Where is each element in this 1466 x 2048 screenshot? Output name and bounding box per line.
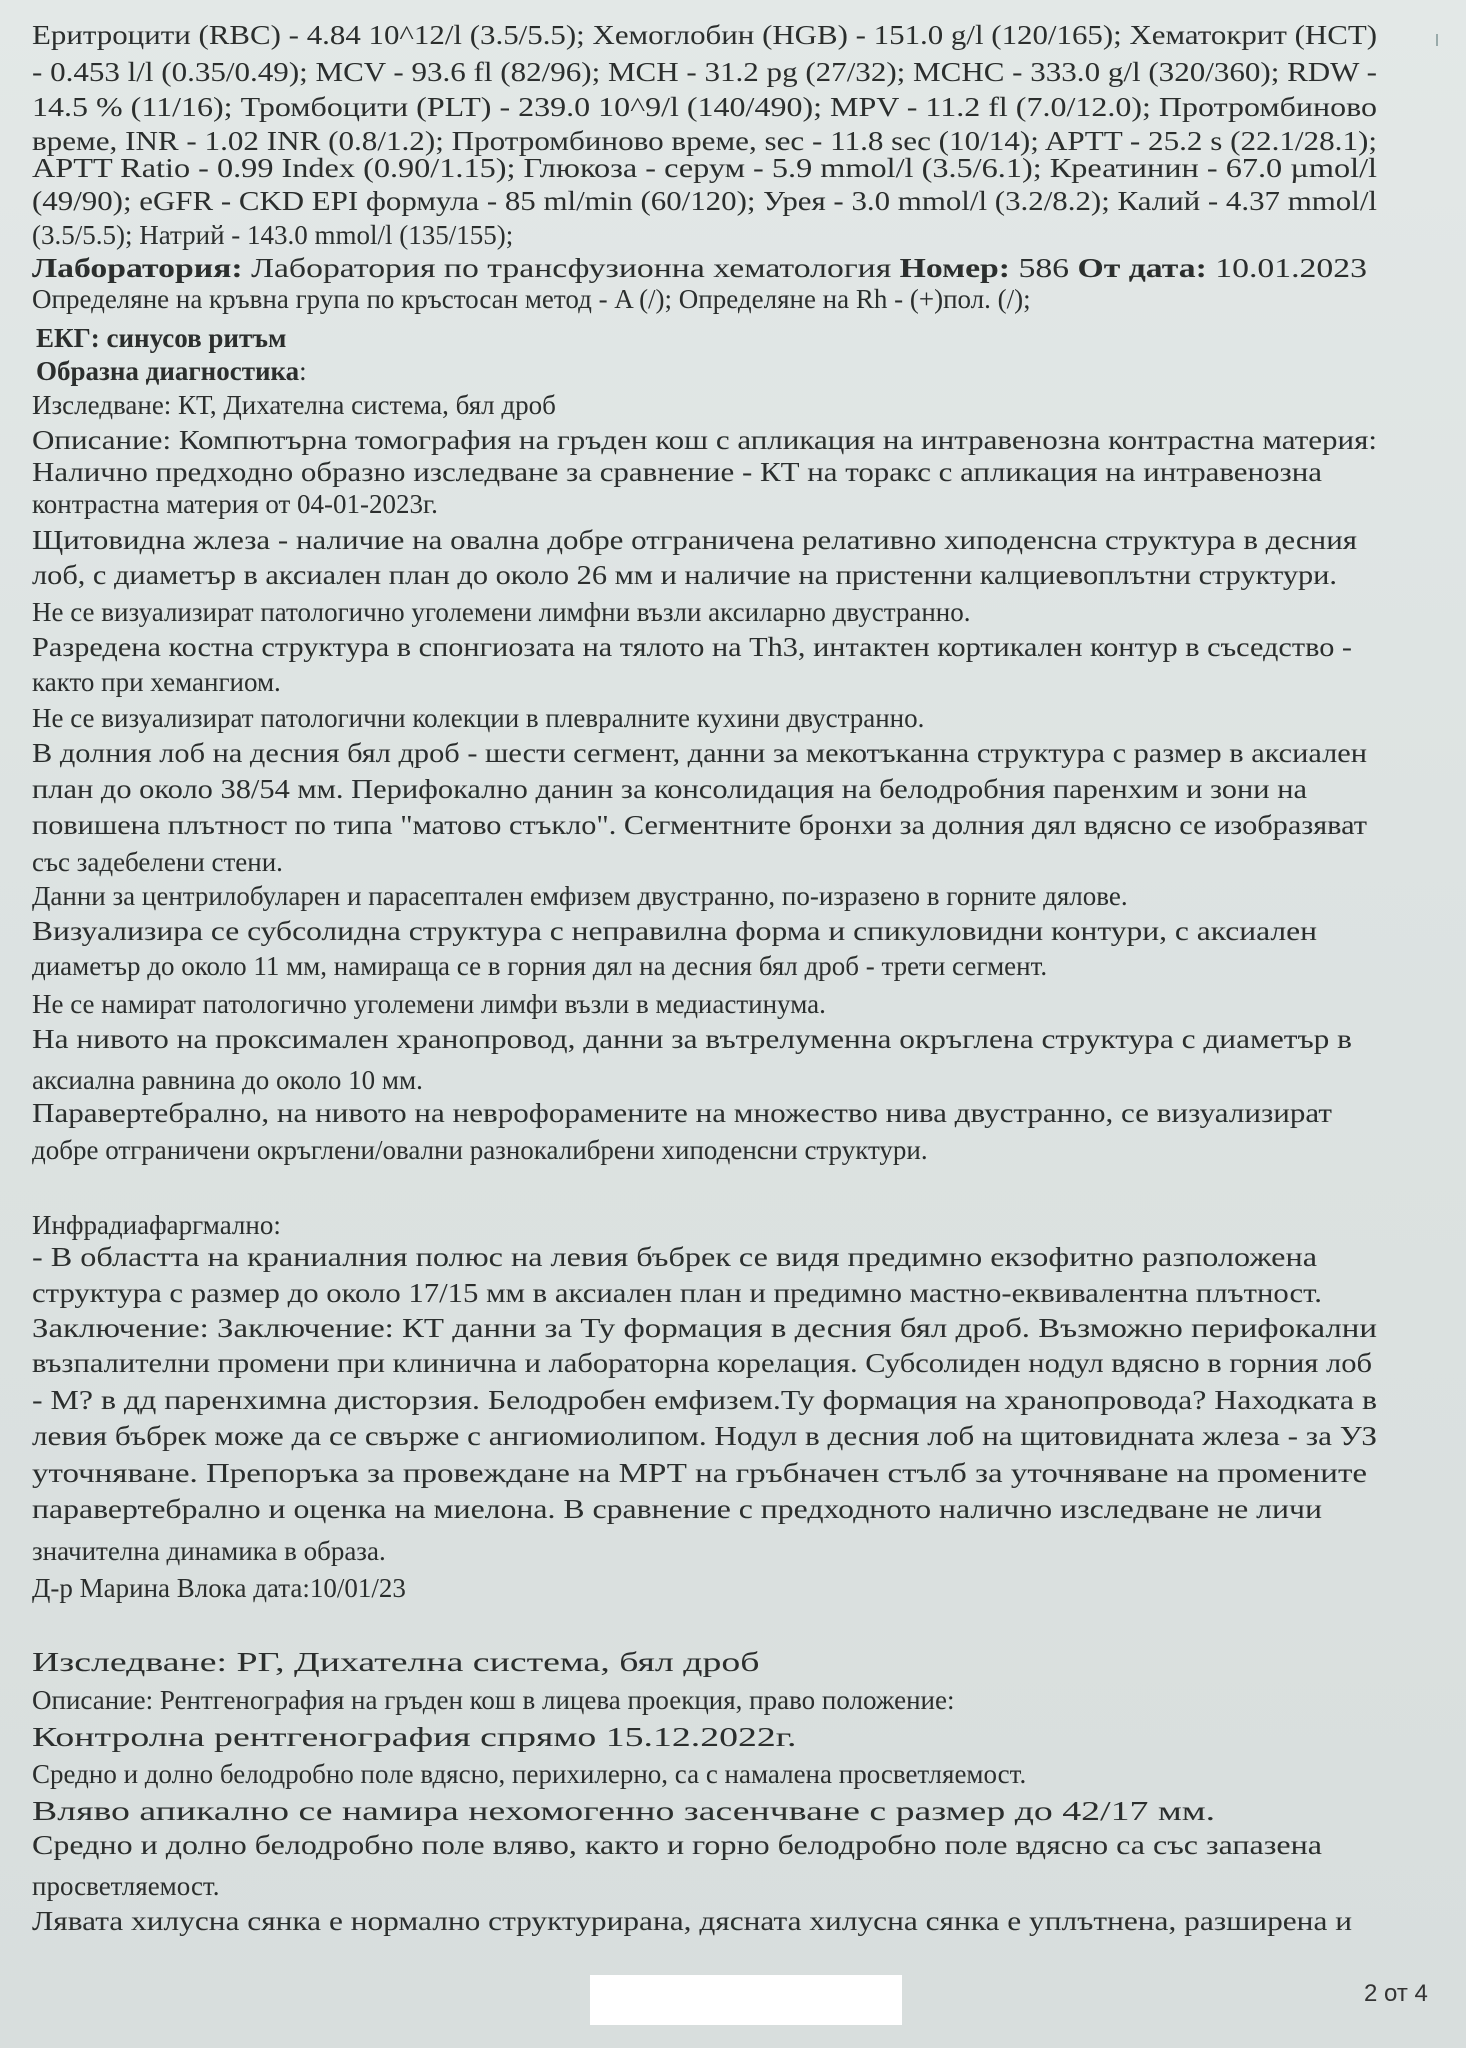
text-line <box>32 1829 1322 1861</box>
text-segment: левия бъбрек може да се свърже с ангиомиолипом. Нодул в десния лоб на щитовидната жлеза - за УЗ <box>32 1421 1377 1451</box>
text-segment: Не се намират патологично уголемени лимфи възли в медиастинума. <box>32 989 826 1019</box>
text-segment: Описание: Рентгенография на гръден кош в лицева проекция, право положение: <box>32 1685 955 1715</box>
text-segment: - В областта на краниалния полюс на левия бъбрек се видя предимно екзофитно разположена <box>32 1242 1317 1272</box>
text-line <box>32 1684 954 1716</box>
text-line <box>32 1347 1372 1379</box>
text-segment: възпалителни промени при клинична и лабораторна корелация. Субсолиден нодул вдясно в горния лоб <box>32 1348 1372 1378</box>
text-line <box>32 424 1377 456</box>
text-line <box>32 1493 1322 1525</box>
text-segment: (49/90); eGFR - CKD EPI формула - 85 ml/min (60/120); Урея - 3.0 mmol/l (3.2/8.2); Калий - 4.37 mmol/l <box>32 186 1377 216</box>
text-segment: Не се визуализират патологични колекции в плевралните кухини двустранно. <box>32 703 925 733</box>
text-segment: просветляемост. <box>32 1871 220 1901</box>
text-segment: Лаборатория по трансфузионна хематология <box>251 253 900 283</box>
text-line <box>32 1721 797 1753</box>
bold-label: Номер: <box>899 253 1019 283</box>
text-line <box>32 1572 406 1604</box>
text-segment: значителна динамика в образа. <box>32 1536 386 1566</box>
text-segment: Данни за центрилобуларен и парасептален емфизем двустранно, по-изразено в горните дялове. <box>32 881 1128 911</box>
text-line <box>32 880 1128 912</box>
text-segment: диаметър до около 11 мм, намираща се в горния дял на десния бял дроб - трети сегмент. <box>32 951 1048 981</box>
text-line <box>32 950 1047 982</box>
text-segment: Визуализира се субсолидна структура с неправилна форма и спикуловидни контури, с аксиален <box>32 916 1317 946</box>
text-segment: лоб, с диаметър в аксиален план до около 26 мм и наличие на пристенни калциевоплътни структури. <box>32 560 1337 590</box>
text-line <box>32 1758 1026 1790</box>
text-line <box>32 1905 1352 1937</box>
text-segment: със задебелени стени. <box>32 847 283 877</box>
bold-label: Образна диагностика <box>36 356 300 386</box>
text-line <box>32 56 1377 88</box>
redacted-box <box>590 1975 902 2025</box>
text-segment: 586 <box>1018 253 1078 283</box>
text-line <box>32 1277 1322 1309</box>
text-segment: уточняване. Препоръка за провеждане на МРТ на гръбначен стълб за уточняване на промените <box>32 1458 1367 1488</box>
text-segment: Средно и долно белодробно поле вляво, както и горно белодробно поле вдясно са със запазена <box>32 1830 1322 1860</box>
text-segment: Д-р Марина Влока дата:10/01/23 <box>32 1573 406 1603</box>
text-line <box>32 1646 759 1678</box>
text-line <box>32 1064 423 1096</box>
text-segment: време, INR - 1.02 INR (0.8/1.2); Протромбиново време, sec - 11.8 sec (10/14); APTT - 25.2 s (22.1/28.1); <box>32 126 1378 156</box>
text-segment: Изследване: КТ, Дихателна система, бял дроб <box>32 390 556 420</box>
text-line <box>32 1795 1215 1827</box>
text-line <box>32 1312 1377 1344</box>
text-segment: Щитовидна жлеза - наличие на овална добре отграничена релативно хиподенсна структура в десния <box>32 525 1358 555</box>
text-segment: аксиална равнина до около 10 мм. <box>32 1065 423 1095</box>
text-segment: добре отграничени окръглени/овални разнокалибрени хиподенсни структури. <box>32 1135 928 1165</box>
text-segment: - М? в дд паренхимна дисторзия. Белодробен емфизем.Ту формация на хранопровода? Находката в <box>32 1385 1377 1415</box>
text-line <box>32 596 971 628</box>
text-line <box>32 1097 1332 1129</box>
text-line <box>32 1023 1352 1055</box>
text-segment: план до около 38/54 мм. Перифокално данин за консолидация на белодробния паренхим и зони на <box>32 774 1307 804</box>
text-segment: Определяне на кръвна група по кръстосан метод - A (/); Определяне на Rh - (+)пол. (/); <box>32 284 1031 314</box>
text-segment: както при хемангиом. <box>32 667 281 697</box>
text-line <box>32 219 513 251</box>
scan-mark <box>1436 34 1438 46</box>
text-segment: (3.5/5.5); Натрий - 143.0 mmol/l (135/155); <box>32 220 514 250</box>
text-segment: Еритроцити (RBC) - 4.84 10^12/l (3.5/5.5); Хемоглобин (HGB) - 151.0 g/l (120/165); Хематокрит (HCT) <box>32 20 1377 50</box>
text-segment: структура с размер до около 17/15 мм в аксиален план и предимно мастно-еквивалентна плътност. <box>32 1278 1322 1308</box>
text-segment: 10.01.2023 <box>1215 253 1367 283</box>
text-line <box>32 702 924 734</box>
text-segment: - 0.453 l/l (0.35/0.49); MCV - 93.6 fl (82/96); MCH - 31.2 pg (27/32); MCHC - 333.0 g/l (320/360); RDW - <box>32 57 1377 87</box>
text-line <box>32 846 283 878</box>
text-line <box>32 488 438 520</box>
text-segment: Паравертебрално, на нивото на неврофорамените на множество нива двустранно, се визуализират <box>32 1098 1332 1128</box>
text-line <box>32 773 1307 805</box>
text-segment: Налично предходно образно изследване за сравнение - КТ на торакс с апликация на интравенозна <box>32 457 1322 487</box>
text-line <box>32 988 826 1020</box>
text-segment: повишена плътност по типа "матово стъкло". Сегментните бронхи за долния дял вдясно се изобразяват <box>32 810 1367 840</box>
text-line <box>32 91 1377 123</box>
text-line <box>32 1209 281 1241</box>
text-segment: В долния лоб на десния бял дроб - шести сегмент, данни за мекотъканна структура с размер в аксиален <box>32 738 1367 768</box>
text-segment: контрастна материя от 04-01-2023г. <box>32 489 438 519</box>
text-line <box>32 524 1357 556</box>
text-segment: Не се визуализират патологично уголемени лимфни възли аксиларно двустранно. <box>32 597 971 627</box>
text-line <box>32 19 1377 51</box>
text-line <box>32 1241 1317 1273</box>
text-segment: Вляво апикално се намира нехомогенно засенчване с размер до 42/17 мм. <box>32 1796 1216 1826</box>
text-line <box>32 1384 1377 1416</box>
text-line <box>32 456 1322 488</box>
text-segment: : <box>299 356 307 386</box>
text-segment: На нивото на проксимален хранопровод, данни за вътрелуменна окръглена структура с диаметър в <box>32 1024 1352 1054</box>
text-line <box>36 322 286 354</box>
text-line <box>32 915 1317 947</box>
text-line <box>32 185 1377 217</box>
text-segment: Описание: Компютърна томография на гръден кош с апликация на интравенозна контрастна материя: <box>32 425 1377 455</box>
text-line <box>32 737 1367 769</box>
text-segment: Средно и долно белодробно поле вдясно, перихилерно, са с намалена просветляемост. <box>32 1759 1027 1789</box>
text-line <box>32 1535 386 1567</box>
text-line <box>32 389 556 421</box>
text-line <box>32 666 281 698</box>
text-segment: паравертебрално и оценка на миелона. В сравнение с предходното налично изследване не личи <box>32 1494 1322 1524</box>
text-line <box>32 1457 1367 1489</box>
text-line <box>32 252 1367 284</box>
text-line <box>36 355 307 387</box>
text-segment: Инфрадиафаргмално: <box>32 1210 281 1240</box>
text-line <box>32 152 1377 184</box>
text-segment: 14.5 % (11/16); Тромбоцити (PLT) - 239.0 10^9/l (140/490); MPV - 11.2 fl (7.0/12.0); Протромбиново <box>32 92 1377 122</box>
text-line <box>32 1870 219 1902</box>
text-line <box>32 1420 1377 1452</box>
text-line <box>32 1134 928 1166</box>
bold-label: Лаборатория: <box>32 253 252 283</box>
text-segment: Лявата хилусна сянка е нормално структурирана, дясната хилусна сянка е уплътнена, разширена и <box>32 1906 1352 1936</box>
text-line <box>32 559 1337 591</box>
page-number: 2 от 4 <box>1364 1980 1428 2007</box>
text-line <box>32 631 1352 663</box>
bold-label: ЕКГ: синусов ритъм <box>36 323 287 353</box>
bold-label: От дата: <box>1077 253 1216 283</box>
text-segment: Изследване: РГ, Дихателна система, бял дроб <box>32 1647 760 1677</box>
text-segment: APTT Ratio - 0.99 Index (0.90/1.15); Глюкоза - серум - 5.9 mmol/l (3.5/6.1); Креатинин - 67.0 µmol/l <box>32 153 1377 183</box>
text-line <box>32 283 1031 315</box>
text-segment: Разредена костна структура в спонгиозата на тялото на Th3, интактен кортикален контур в съседство - <box>32 632 1352 662</box>
text-line <box>32 809 1367 841</box>
text-segment: Заключение: Заключение: КТ данни за Ту формация в десния бял дроб. Възможно перифокални <box>32 1313 1377 1343</box>
text-segment: Контролна рентгенография спрямо 15.12.2022г. <box>32 1722 797 1752</box>
